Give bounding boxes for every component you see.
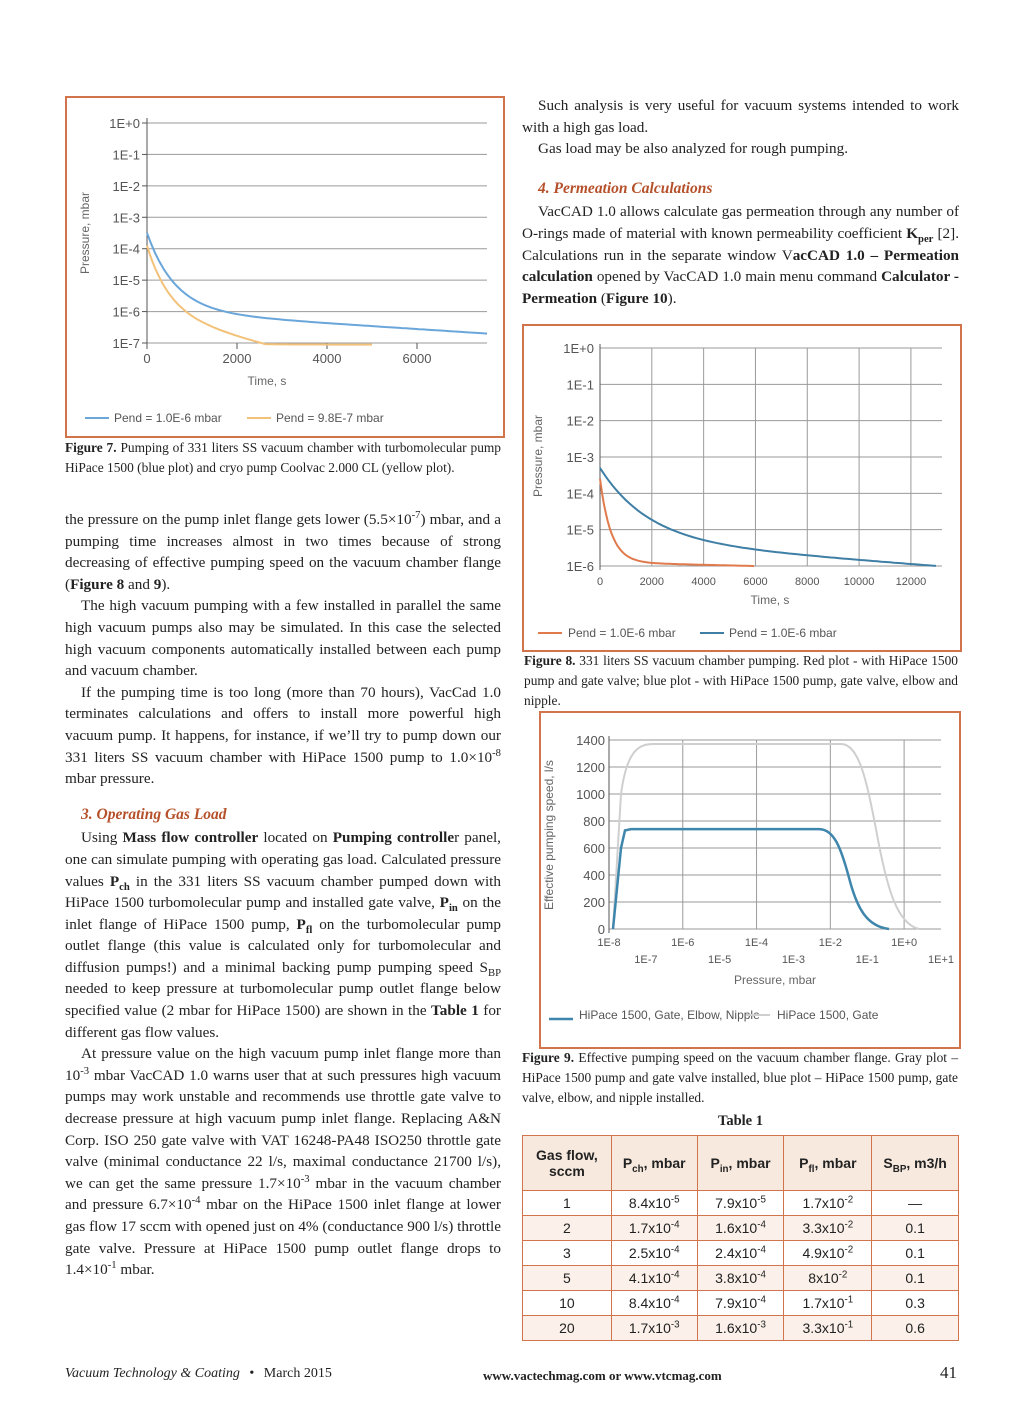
table-cell: 0.1: [872, 1216, 959, 1241]
left-paragraph-1: the pressure on the pump inlet flange gets lower $(5.5\times 10^{-7})$ mbar, and a pumping time increases almost in two times because of strong decreasing of effective pumping speed on the vacuum chamber flange (Figure 8 and 9).: [65, 509, 501, 593]
y-tick-label: 1E-1: [112, 147, 140, 163]
table-1: [522, 1135, 959, 1341]
y-tick-label: 1E-1: [566, 377, 594, 393]
table-cell: $1.7x10^{-3}$: [611, 1316, 697, 1341]
table-cell: 20: [523, 1316, 612, 1341]
y-tick-label: 1E-7: [112, 336, 140, 351]
figure-8-label: Figure 8.: [524, 653, 576, 668]
legend-yellow-label: Pend = 9.8E-7 mbar: [276, 411, 384, 425]
figure-8-chart: [524, 326, 960, 650]
table-cell: $3.3x10^{-2}$: [784, 1216, 872, 1241]
table-cell: 2: [523, 1216, 612, 1241]
y-tick-label: 1E-3: [566, 450, 594, 465]
y-tick-label: 600: [583, 841, 605, 856]
footer-url[interactable]: www.vactechmag.com or www.vtcmag.com: [483, 1368, 722, 1383]
figure-8-caption-text: 331 liters SS vacuum chamber pumping. Red plot - with HiPace 1500 pump and gate valve; blue plot - with HiPace 1500 pump, gate valve, elbow and nipple.: [524, 653, 958, 708]
legend-blue-label: HiPace 1500, Gate, Elbow, Nipple: [579, 1008, 760, 1022]
table-cell: $7.9x10^{-4}$: [697, 1291, 784, 1316]
figure-9: [539, 711, 961, 1049]
table-header-cell: $S_{BP}$, m3/h: [872, 1136, 959, 1191]
y-tick-label: 1E-4: [566, 486, 594, 502]
x-tick-label: 12000: [895, 576, 927, 588]
table-row: [523, 1191, 959, 1216]
x-tick-label-top: 1E-4: [744, 937, 769, 949]
table-cell: $1.7x10^{-1}$: [784, 1291, 872, 1316]
figure-7-caption-text: Pumping of 331 liters SS vacuum chamber with turbomolecular pump HiPace 1500 (blue plot) and cryo pump Coolvac 2.000 CL (yellow plot).: [65, 440, 502, 475]
figure-7-label: Figure 7.: [65, 440, 117, 455]
series-red-line: [600, 479, 754, 566]
x-tick-label: 4000: [312, 351, 342, 366]
figure-8: [522, 324, 962, 652]
table-1-title: Table 1: [718, 1113, 763, 1129]
table-cell: $7.9x10^{-5}$: [697, 1191, 784, 1216]
table-header-cell: Gas flow, sccm: [523, 1136, 612, 1191]
y-axis-label: Pressure, mbar: [531, 414, 545, 498]
x-tick-label-bottom: 1E+1: [928, 954, 954, 966]
y-tick-label: 1E-2: [566, 413, 594, 429]
section-4-heading: 4. Permeation Calculations: [538, 179, 713, 197]
footer-journal: [65, 1366, 332, 1382]
x-tick-label: 6000: [743, 576, 768, 588]
y-tick-label: 1400: [576, 733, 605, 748]
y-tick-label: 1E+0: [563, 341, 594, 356]
left-paragraph-3: If the pumping time is too long (more than 70 hours), VacCad 1.0 terminates calculations and offers to install more powerful high vacuum pump. It happens, for instance, if we’ll try to pump down our 331 liters SS vacuum chamber with HiPace 1500 pump to $1.0\times 10^{-8}$ mbar pressure.: [65, 683, 501, 788]
figure-9-caption: [522, 1048, 958, 1108]
figure-7-caption: [65, 438, 501, 478]
series-yellow-line: [147, 246, 372, 345]
x-tick-label-bottom: 1E-5: [708, 954, 732, 966]
table-header-row: [523, 1136, 959, 1191]
table-cell: 10: [523, 1291, 612, 1316]
table-cell: 0.3: [872, 1291, 959, 1316]
figure-9-caption-text: Effective pumping speed on the vacuum chamber flange. Gray plot – HiPace 1500 pump and gate valve installed, blue plot – HiPace 1500 pump, gate valve, elbow, and nipple installed.: [522, 1050, 959, 1105]
section-3-heading: 3. Operating Gas Load: [81, 805, 227, 823]
x-tick-label: 2000: [639, 576, 665, 588]
left-column: [65, 509, 501, 1281]
table-cell: 0.1: [872, 1241, 959, 1266]
x-tick-label: 8000: [795, 576, 820, 588]
table-header-cell: $P_{in}$, mbar: [697, 1136, 784, 1191]
table-cell: $4.1x10^{-4}$: [611, 1266, 697, 1291]
y-tick-label: 400: [583, 868, 605, 883]
y-tick-label: 1E+0: [109, 116, 140, 131]
x-axis-label: Pressure, mbar: [733, 973, 817, 987]
x-axis-label: Time, s: [750, 593, 790, 607]
y-axis-label: Pressure, mbar: [78, 191, 92, 275]
y-tick-label: 1E-6: [566, 559, 594, 574]
x-tick-label-top: 1E-2: [818, 937, 842, 949]
page-number: 41: [940, 1363, 957, 1382]
y-tick-label: 1000: [576, 787, 605, 802]
table-cell: $2.5x10^{-4}$: [611, 1241, 697, 1266]
table-cell: $3.8x10^{-4}$: [697, 1266, 784, 1291]
x-tick-label: 6000: [402, 351, 432, 366]
y-tick-label: 1E-5: [112, 273, 140, 289]
left-paragraph-5: At pressure value on the high vacuum pump inlet flange more than $10^{-3}$ mbar VacCAD 1.0 warns user that at such pressures high vacuum pumps may work unstable and recommends use throttle gate valve to decrease pressure at high vacuum pump inlet flange. Replacing A&N Corp. ISO 250 gate valve with VAT 16248-PA48 ISO250 throttle gate valve (minimal conductance 22 l/s, maximal conductance 21700 l/s), we can get the same pressure $1.7\times 10^{-3}$ mbar in the vacuum chamber and pressure $6.7\times 10^{-4}$ mbar on the HiPace 1500 inlet flange at lower gas flow 17 sccm with opened just on 4% (conductance 900 l/s) throttle gate valve. Pressure at HiPace 1500 pump outlet flange drops to $1.4\times 10^{-1}$ mbar.: [65, 1045, 501, 1279]
journal-name: Vacuum Technology & Coating: [65, 1366, 240, 1381]
table-cell: $3.3x10^{-1}$: [784, 1316, 872, 1341]
y-tick-label: 1E-3: [112, 210, 140, 226]
table-row: [523, 1266, 959, 1291]
x-tick-label-bottom: 1E-7: [634, 954, 658, 966]
right-paragraph-2: Gas load may be also analyzed for rough pumping.: [538, 140, 848, 158]
footer-bullet: •: [249, 1366, 255, 1381]
table-cell: $8x10^{-2}$: [784, 1266, 872, 1291]
y-tick-label: 0: [597, 922, 605, 937]
figure-8-caption: [524, 651, 958, 711]
x-tick-label: 10000: [843, 576, 875, 588]
series-blue-line: [613, 829, 889, 929]
table-cell: 1: [523, 1191, 612, 1216]
table-cell: $8.4x10^{-5}$: [611, 1191, 697, 1216]
right-paragraph-3: VacCAD 1.0 allows calculate gas permeation through any number of O-rings made of material with known permeability coefficient $K_{per}$ [2]. Calculations run in the separate window VacCAD 1.0 – Permeation calculation opened by VacCAD 1.0 main menu command Calculator - Permeation (Figure 10).: [522, 203, 959, 307]
x-tick-label-bottom: 1E-3: [781, 954, 806, 966]
table-cell: $4.9x10^{-2}$: [784, 1241, 872, 1266]
footer-date: March 2015: [263, 1366, 332, 1381]
table-cell: $8.4x10^{-4}$: [611, 1291, 697, 1316]
x-tick-label: 0: [143, 351, 151, 366]
y-tick-label: 1200: [576, 760, 605, 775]
y-axis-label: Effective pumping speed, l/s: [542, 760, 556, 910]
table-cell: $1.6x10^{-4}$: [697, 1216, 784, 1241]
table-cell: $1.6x10^{-3}$: [697, 1316, 784, 1341]
table-cell: $2.4x10^{-4}$: [697, 1241, 784, 1266]
x-tick-label-bottom: 1E-1: [855, 954, 879, 966]
right-paragraph-1: Such analysis is very useful for vacuum systems intended to work with a high gas load.: [522, 97, 959, 136]
y-tick-label: 1E-2: [112, 178, 140, 194]
y-tick-label: 1E-6: [112, 304, 140, 320]
table-cell: 3: [523, 1241, 612, 1266]
legend-blue-label: Pend = 1.0E-6 mbar: [114, 411, 222, 425]
table-cell: $1.7x10^{-4}$: [611, 1216, 697, 1241]
x-tick-label: 0: [596, 576, 604, 588]
x-tick-label: 2000: [222, 351, 252, 366]
table-header-cell: $P_{fl}$, mbar: [784, 1136, 872, 1191]
x-tick-label-top: 1E-6: [671, 937, 695, 949]
table-cell: —: [872, 1191, 959, 1216]
table-row: [523, 1216, 959, 1241]
x-tick-label-top: 1E+0: [891, 937, 918, 949]
legend-blue-label: Pend = 1.0E-6 mbar: [729, 626, 837, 640]
figure-9-label: Figure 9.: [522, 1050, 575, 1065]
table-header-cell: $P_{ch}$, mbar: [611, 1136, 697, 1191]
x-tick-label-top: 1E-8: [597, 937, 621, 949]
table-cell: 5: [523, 1266, 612, 1291]
figure-7: [65, 96, 505, 438]
figure-9-chart: [541, 713, 959, 1047]
table-row: [523, 1241, 959, 1266]
x-tick-label: 4000: [691, 576, 716, 588]
right-column: [522, 95, 959, 309]
left-paragraph-2: The high vacuum pumping with a few installed in parallel the same high vacuum pumps also may be simulated. In this case the selected high vacuum components automatically installed between each pump and vacuum chamber.: [65, 597, 501, 680]
table-row: [523, 1316, 959, 1341]
left-paragraph-4: Using Mass flow controller located on Pumping controller panel, one can simulate pumping with operating gas load. Calculated pressure values $P_{ch}$ in the 331 liters SS vacuum chamber pumped down with HiPace 1500 turbomolecular pump and installed gate valve, $P_{in}$ on the inlet flange of HiPace 1500 pump, $P_{fl}$ on the turbomolecular pump outlet flange (this value is calculated only for turbomolecular and diffusion pumps!) and a minimal backing pump pumping speed $S_{BP}$ needed to keep pressure at turbomolecular pump outlet flange below specified value (2 mbar for HiPace 1500) are shown in the Table 1 for different gas flow values.: [65, 829, 501, 1041]
y-tick-label: 200: [583, 895, 605, 910]
y-tick-label: 1E-4: [112, 241, 140, 257]
table-row: [523, 1291, 959, 1316]
table-cell: $1.7x10^{-2}$: [784, 1191, 872, 1216]
table-cell: 0.6: [872, 1316, 959, 1341]
table-cell: 0.1: [872, 1266, 959, 1291]
y-tick-label: 800: [583, 814, 605, 829]
series-gray-line: [613, 744, 919, 929]
legend-red-label: Pend = 1.0E-6 mbar: [568, 626, 676, 640]
series-blue-line: [600, 468, 936, 566]
series-blue-line: [147, 233, 487, 334]
x-axis-label: Time, s: [247, 374, 287, 388]
y-tick-label: 1E-5: [566, 522, 594, 538]
legend-gray-label: HiPace 1500, Gate: [777, 1008, 879, 1022]
figure-7-chart: [67, 98, 503, 436]
